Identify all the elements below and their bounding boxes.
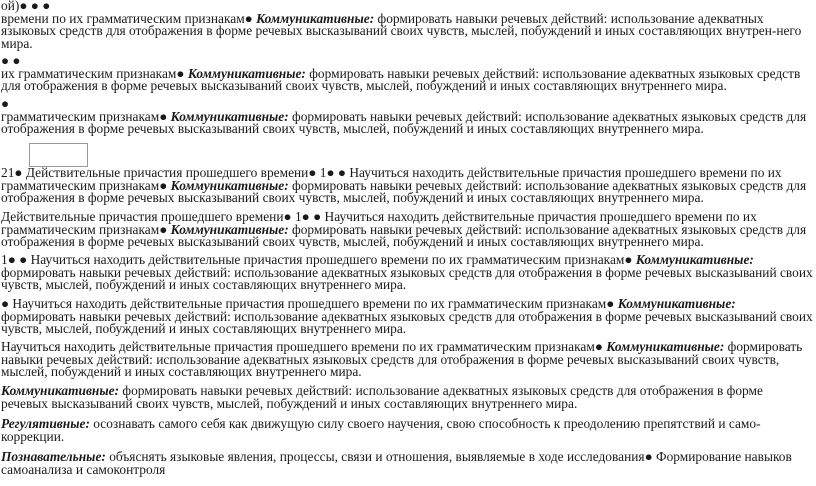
bullet-prefix: ● <box>1 96 10 111</box>
text-block-5 <box>1 211 813 249</box>
block-text: 21● Действительные причастия прошедшего времени● 1● ● Научиться находить действительные причастия прошедшего времени по их грамматическим признакам● <box>1 165 782 193</box>
section-label: Коммуникативные: <box>170 108 289 124</box>
block-body: объяснять языковые явления, процессы, связи и отношения, выявляемые в ходе исследования● Формирование навыков самоанализа и самоконтроля <box>1 449 792 477</box>
block-text: их грамматическим признакам● <box>1 65 188 81</box>
section-label: Коммуникативные: <box>256 10 375 26</box>
block-body: формировать навыки речевых действий: использование адекватных языковых средств для отображения в форме речевых высказываний своих чувств, мыслей, побуждений и иных составляющих внутреннего мира. <box>1 308 813 337</box>
section-label: Коммуникативные: <box>635 252 754 267</box>
block-body: формировать навыки речевых действий: использование адекватных языковых средств для отображения в форме речевых высказываний своих чувств, мыслей, побуждений и иных составляющих внутрен-него мира. <box>1 10 802 51</box>
text-block-2 <box>1 55 813 93</box>
section-label: Коммуникативные: <box>1 383 120 398</box>
text-block-4 <box>1 167 813 205</box>
block-body: осознавать самого себя как движущую силу своего научения, свою способность к преодолению препятствий и само-коррекции. <box>1 416 761 444</box>
bullet-prefix: ой)● ● ● <box>1 0 51 13</box>
block-body: формировать навыки речевых действий: использование адекватных языковых средств для отображения в форме речевых высказываний своих чувств, мыслей, побуждений и иных составляющих внутреннего мира. <box>1 65 801 94</box>
block-body: формировать навыки речевых действий: использование адекватных языковых средств для отображения в форме речевых высказываний своих чувств, мыслей, побуждений и иных составляющих внутреннего мира. <box>1 108 807 137</box>
section-label: Регулятивные: <box>1 416 90 431</box>
section-label: Коммуникативные: <box>170 221 289 237</box>
block-text: времени по их грамматическим признакам● <box>1 10 257 26</box>
block-text: Действительные причастия прошедшего времени● 1● ● Научиться находить действительные причастия прошедшего времени по их грамматическим признакам● <box>1 209 757 237</box>
block-text: Научиться находить действительные причастия прошедшего времени по их грамматическим признакам● <box>1 339 607 354</box>
text-block-8 <box>1 341 813 379</box>
text-block-10 <box>1 418 813 443</box>
bullet-prefix: ● ● <box>1 53 21 68</box>
block-body: формировать навыки речевых действий: использование адекватных языковых средств для отображения в форме речевых высказываний своих чувств, мыслей, побуждений и иных составляющих внутреннего мира. <box>1 221 807 250</box>
section-label: Коммуникативные: <box>170 177 289 193</box>
block-text: 1● ● Научиться находить действительные причастия прошедшего времени по их грамматическим признакам● <box>1 252 636 267</box>
text-block-3 <box>1 98 813 136</box>
block-text: грамматическим признакам● <box>1 108 171 124</box>
section-label: Коммуникативные: <box>187 65 306 81</box>
block-body: формировать навыки речевых действий: использование адекватных языковых средств для отображения в форме речевых высказываний своих чувств, мыслей, побуждений и иных составляющих внутреннего мира. <box>1 177 807 206</box>
text-block-1 <box>1 0 813 50</box>
section-label: Коммуникативные: <box>606 339 725 354</box>
text-block-7 <box>1 298 813 336</box>
text-block-11 <box>1 451 813 476</box>
block-body: формировать навыки речевых действий: использование адекватных языковых средств для отображения в форме речевых высказываний своих чувств, мыслей, побуждений и иных составляющих внутреннего мира. <box>1 264 813 293</box>
section-label: Коммуникативные: <box>617 296 736 311</box>
block-text: ● Научиться находить действительные причастия прошедшего времени по их грамматическим признакам● <box>1 296 618 311</box>
text-block-9 <box>1 385 813 410</box>
empty-box <box>29 143 88 167</box>
text-block-6 <box>1 254 813 292</box>
block-body: формировать навыки речевых действий: использование адекватных языковых средств для отображения в форме речевых высказываний своих чувств, мыслей, побуждений и иных составляющих внутреннего мира. <box>1 339 803 380</box>
block-body: формировать навыки речевых действий: использование адекватных языковых средств для отображения в форме речевых высказываний своих чувств, мыслей, побуждений и иных составляющих внутреннего мира. <box>1 383 763 411</box>
section-label: Познавательные: <box>1 449 106 464</box>
